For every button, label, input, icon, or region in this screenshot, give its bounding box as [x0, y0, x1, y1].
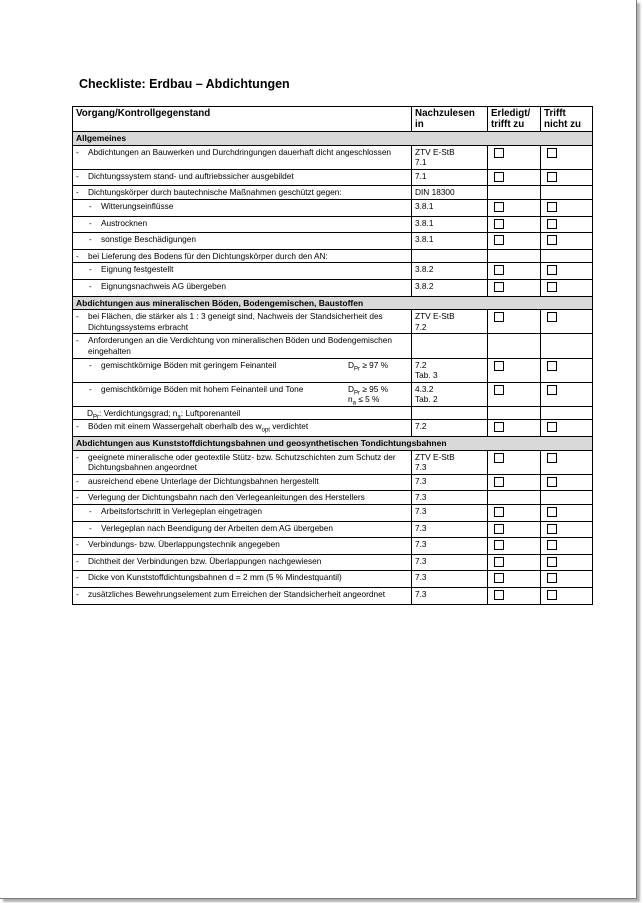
row-text: Austrocknen	[101, 217, 148, 228]
row-text: Böden mit einem Wassergehalt oberhalb des $w_{opt}$ verdichtet	[88, 421, 309, 435]
table-row: - Böden mit einem Wassergehalt oberhalb des $w_{opt}$ verdichtet 7.2	[73, 420, 593, 437]
legend-note: $D_{Pr}$: Verdichtungsgrad; $n_a$: Luftporenanteil	[73, 406, 412, 420]
table-header-row	[73, 107, 593, 132]
document-title: Checkliste: Erdbau – Abdichtungen	[79, 77, 290, 91]
table-row: - Dichtheit der Verbindungen bzw. Überlappungen nachgewiesen 7.3	[73, 554, 593, 571]
table-row: - Verlegeplan nach Beendigung der Arbeiten dem AG übergeben 7.3	[73, 521, 593, 538]
header-nachzulesen: Nachzulesen in	[412, 107, 488, 132]
nicht-zutreffend-checkbox[interactable]	[547, 282, 557, 292]
row-reference: 7.3	[412, 571, 488, 588]
row-text: Dicke von Kunststoffdichtungsbahnen d = 2 mm (5 % Mindestquantil)	[88, 572, 342, 583]
erledigt-checkbox[interactable]	[494, 507, 504, 517]
row-text: sonstige Beschädigungen	[101, 234, 197, 245]
row-text: Dichtheit der Verbindungen bzw. Überlappungen nachgewiesen	[88, 555, 322, 566]
row-reference: 3.8.1	[412, 216, 488, 233]
table-row: - Austrocknen 3.8.1	[73, 216, 593, 233]
erledigt-checkbox[interactable]	[494, 590, 504, 600]
row-reference: DIN 18300	[412, 186, 488, 200]
nicht-zutreffend-checkbox[interactable]	[547, 385, 557, 395]
section-row	[73, 437, 593, 451]
table-row: - Verlegung der Dichtungsbahn nach den Verlegeanleitungen des Herstellers 7.3	[73, 491, 593, 505]
row-text: Eignung festgestellt	[101, 264, 174, 275]
row-reference: 7.3	[412, 538, 488, 555]
row-text: Anforderungen an die Verdichtung von mineralischen Böden und Bodengemischen eingehalten	[88, 335, 392, 356]
table-row: - Arbeitsfortschritt in Verlegeplan eingetragen 7.3	[73, 505, 593, 522]
row-text: geeignete mineralische oder geotextile Stütz- bzw. Schutzschichten zum Schutz der Dichtungsbahnen angeordnet	[88, 451, 396, 473]
row-text: Verlegung der Dichtungsbahn nach den Verlegeanleitungen des Herstellers	[88, 492, 365, 503]
row-reference: 7.2 Tab. 3	[412, 358, 488, 382]
nicht-zutreffend-checkbox[interactable]	[547, 477, 557, 487]
erledigt-checkbox[interactable]	[494, 265, 504, 275]
row-reference: 3.8.1	[412, 233, 488, 250]
erledigt-checkbox[interactable]	[494, 282, 504, 292]
section-row	[73, 296, 593, 310]
row-text: Dichtungskörper durch bautechnische Maßnahmen geschützt gegen:	[88, 187, 342, 198]
row-text: Dichtungssystem stand- und auftriebssicher ausgebildet	[88, 170, 294, 181]
nicht-zutreffend-checkbox[interactable]	[547, 202, 557, 212]
erledigt-checkbox[interactable]	[494, 172, 504, 182]
nicht-zutreffend-checkbox[interactable]	[547, 265, 557, 275]
erledigt-checkbox[interactable]	[494, 312, 504, 322]
row-text: Arbeitsfortschritt in Verlegeplan eingetragen	[101, 506, 262, 517]
erledigt-checkbox[interactable]	[494, 524, 504, 534]
row-text: Witterungseinflüsse	[101, 200, 174, 211]
erledigt-checkbox[interactable]	[494, 477, 504, 487]
table-row: - gemischtkörnige Böden mit hohem Feinanteil und Tone $D_{Pr} \ge 95$ % $n_a \le 5$ % 4.3.2 Tab. 2	[73, 382, 593, 406]
checklist-table	[72, 106, 593, 605]
erledigt-checkbox[interactable]	[494, 540, 504, 550]
table-row: - geeignete mineralische oder geotextile Stütz- bzw. Schutzschichten zum Schutz der Dichtungsbahnen angeordnet ZTV E-StB 7.3	[73, 450, 593, 474]
nicht-zutreffend-checkbox[interactable]	[547, 557, 557, 567]
row-reference: 7.2	[412, 420, 488, 437]
erledigt-checkbox[interactable]	[494, 235, 504, 245]
row-reference: 7.3	[412, 588, 488, 605]
row-reference: ZTV E-StB 7.2	[412, 310, 488, 334]
nicht-zutreffend-checkbox[interactable]	[547, 172, 557, 182]
density-requirement: $D_{Pr} \ge 97$ %	[348, 359, 389, 373]
erledigt-checkbox[interactable]	[494, 573, 504, 583]
erledigt-checkbox[interactable]	[494, 385, 504, 395]
nicht-zutreffend-checkbox[interactable]	[547, 235, 557, 245]
section-title-mineralisch: Abdichtungen aus mineralischen Böden, Bodengemischen, Baustoffen	[73, 296, 593, 310]
erledigt-checkbox[interactable]	[494, 557, 504, 567]
row-reference: 7.3	[412, 521, 488, 538]
table-row: - sonstige Beschädigungen 3.8.1	[73, 233, 593, 250]
nicht-zutreffend-checkbox[interactable]	[547, 422, 557, 432]
nicht-zutreffend-checkbox[interactable]	[547, 361, 557, 371]
row-reference: 7.3	[412, 474, 488, 491]
erledigt-checkbox[interactable]	[494, 148, 504, 158]
row-reference: 3.8.1	[412, 199, 488, 216]
nicht-zutreffend-checkbox[interactable]	[547, 524, 557, 534]
table-row: - Eignungsnachweis AG übergeben 3.8.2	[73, 279, 593, 296]
row-text: bei Flächen, die stärker als 1 : 3 geneigt sind, Nachweis der Standsicherheit des Dichtungssystems erbracht	[88, 311, 383, 332]
section-title-allgemeines: Allgemeines	[73, 132, 593, 146]
row-text: Abdichtungen an Bauwerken und Durchdringungen dauerhaft dicht angeschlossen	[88, 146, 392, 157]
nicht-zutreffend-checkbox[interactable]	[547, 312, 557, 322]
nicht-zutreffend-checkbox[interactable]	[547, 453, 557, 463]
row-text: bei Lieferung des Bodens für den Dichtungskörper durch den AN:	[88, 250, 328, 261]
row-text: Eignungsnachweis AG übergeben	[101, 280, 227, 291]
table-row: - Eignung festgestellt 3.8.2	[73, 263, 593, 280]
row-reference: 4.3.2 Tab. 2	[412, 382, 488, 406]
erledigt-checkbox[interactable]	[494, 202, 504, 212]
row-reference: ZTV E-StB 7.1	[412, 145, 488, 169]
table-row: - Anforderungen an die Verdichtung von mineralischen Böden und Bodengemischen eingehalten	[73, 334, 593, 358]
row-reference: 7.3	[412, 554, 488, 571]
table-row: - Abdichtungen an Bauwerken und Durchdringungen dauerhaft dicht angeschlossen ZTV E-StB 7.1	[73, 145, 593, 169]
table-row: - Dichtungskörper durch bautechnische Maßnahmen geschützt gegen: DIN 18300	[73, 186, 593, 200]
row-text: ausreichend ebene Unterlage der Dichtungsbahnen hergestellt	[88, 475, 319, 486]
row-text: gemischtkörnige Böden mit geringem Feinanteil	[101, 359, 277, 370]
header-trifft-nicht-zu: Trifft nicht zu	[541, 107, 593, 132]
density-requirement: $D_{Pr} \ge 95$ % $n_a \le 5$ %	[348, 383, 389, 407]
nicht-zutreffend-checkbox[interactable]	[547, 148, 557, 158]
row-text: Verlegeplan nach Beendigung der Arbeiten dem AG übergeben	[101, 522, 334, 533]
row-reference: 3.8.2	[412, 263, 488, 280]
erledigt-checkbox[interactable]	[494, 453, 504, 463]
row-text: zusätzliches Bewehrungselement zum Erreichen der Standsicherheit angeordnet	[88, 589, 386, 599]
row-reference: 7.3	[412, 505, 488, 522]
table-row: - Dichtungssystem stand- und auftriebssicher ausgebildet 7.1	[73, 169, 593, 186]
table-row	[73, 406, 593, 420]
nicht-zutreffend-checkbox[interactable]	[547, 219, 557, 229]
section-row	[73, 132, 593, 146]
table-row: - Verbindungs- bzw. Überlappungstechnik angegeben 7.3	[73, 538, 593, 555]
table-row: - Witterungseinflüsse 3.8.1	[73, 199, 593, 216]
nicht-zutreffend-checkbox[interactable]	[547, 573, 557, 583]
row-reference: 3.8.2	[412, 279, 488, 296]
nicht-zutreffend-checkbox[interactable]	[547, 590, 557, 600]
table-row: - bei Lieferung des Bodens für den Dichtungskörper durch den AN:	[73, 249, 593, 263]
header-erledigt: Erledigt/ trifft zu	[488, 107, 541, 132]
row-text: Verbindungs- bzw. Überlappungstechnik angegeben	[88, 539, 280, 550]
table-row: - gemischtkörnige Böden mit geringem Feinanteil $D_{Pr} \ge 97$ % 7.2 Tab. 3	[73, 358, 593, 382]
nicht-zutreffend-checkbox[interactable]	[547, 540, 557, 550]
row-reference: 7.1	[412, 169, 488, 186]
erledigt-checkbox[interactable]	[494, 422, 504, 432]
row-reference: ZTV E-StB 7.3	[412, 450, 488, 474]
table-row: - ausreichend ebene Unterlage der Dichtungsbahnen hergestellt 7.3	[73, 474, 593, 491]
table-row: - zusätzliches Bewehrungselement zum Erreichen der Standsicherheit angeordnet 7.3	[73, 588, 593, 605]
erledigt-checkbox[interactable]	[494, 219, 504, 229]
erledigt-checkbox[interactable]	[494, 361, 504, 371]
section-title-kunststoff: Abdichtungen aus Kunststoffdichtungsbahnen und geosynthetischen Tondichtungsbahnen	[73, 437, 593, 451]
row-reference: 7.3	[412, 491, 488, 505]
row-text: gemischtkörnige Böden mit hohem Feinanteil und Tone	[101, 383, 304, 394]
table-row: - bei Flächen, die stärker als 1 : 3 geneigt sind, Nachweis der Standsicherheit des Dichtungssystems erbracht ZTV E-StB 7.2	[73, 310, 593, 334]
nicht-zutreffend-checkbox[interactable]	[547, 507, 557, 517]
header-vorgang: Vorgang/Kontrollgegenstand	[73, 107, 412, 132]
table-row: - Dicke von Kunststoffdichtungsbahnen d = 2 mm (5 % Mindestquantil) 7.3	[73, 571, 593, 588]
